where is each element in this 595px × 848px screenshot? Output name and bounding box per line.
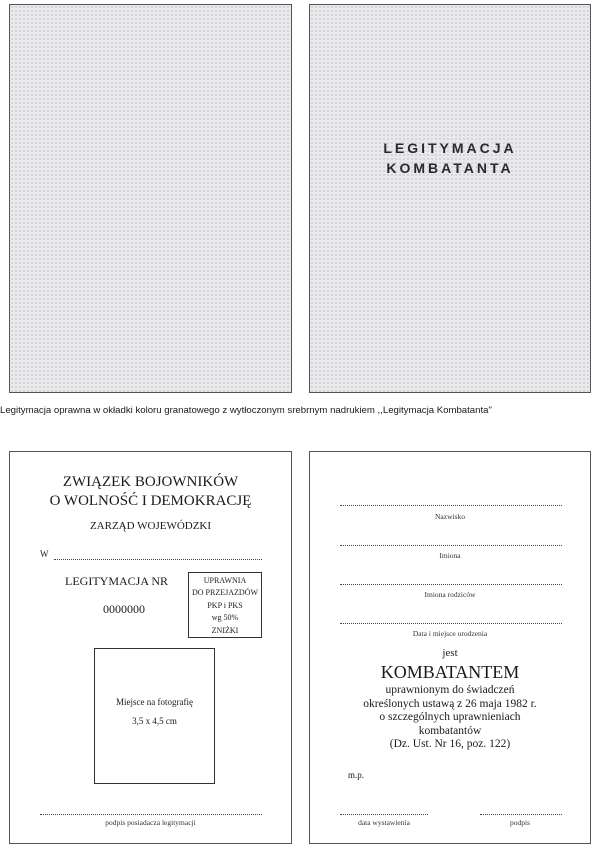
caption: Legitymacja oprawna w okładki koloru granatowego z wytłoczonym srebrnym nadrukiem ,,Legitymacja Kombatanta": [0, 405, 492, 416]
entitlement-line2: DO PRZEJAZDÓW: [192, 588, 258, 598]
entitlement-line4: wg 50%: [211, 613, 239, 623]
w-prefix: W: [40, 549, 49, 559]
status-body-line1: uprawnionym do świadczeń: [385, 684, 515, 696]
board-name: ZARZĄD WOJEWÓDZKI: [89, 520, 212, 532]
birth-line: [340, 623, 562, 624]
names-label: Imiona: [439, 551, 461, 560]
surname-line: [340, 505, 562, 506]
photo-size: 3,5 x 4,5 cm: [132, 716, 177, 726]
parents-label: Imiona rodziców: [424, 590, 476, 599]
entitlement-line1: UPRAWNIA: [203, 576, 247, 585]
names-line: [340, 545, 562, 546]
entitlement-box: [188, 572, 262, 638]
is-text: jest: [442, 647, 458, 659]
right-page: [309, 451, 591, 844]
holder-signature-label: podpis posiadacza legitymacji: [105, 818, 196, 827]
front-cover: [309, 4, 591, 393]
issue-date-line: [340, 814, 428, 815]
cover-title: [310, 138, 590, 178]
region-line: [54, 559, 262, 560]
status-title: KOMBATANTEM: [380, 662, 520, 682]
id-label: LEGITYMACJA NR: [65, 574, 169, 588]
id-number: 0000000: [103, 602, 145, 616]
holder-signature-line: [40, 814, 262, 815]
left-page: [9, 451, 292, 844]
issuer-signature-line: [480, 814, 562, 815]
entitlement-line3: PKP i PKS: [207, 600, 243, 610]
back-cover: [9, 4, 292, 393]
org-name-line1: ZWIĄZEK BOJOWNIKÓW: [62, 474, 239, 490]
entitlement-line5: ZNIŻKI: [211, 625, 239, 635]
org-name-line2: O WOLNOŚĆ I DEMOKRACJĘ: [49, 493, 252, 509]
surname-label: Nazwisko: [435, 512, 465, 521]
cover-title-line1: LEGITYMACJA: [383, 140, 517, 156]
cover-title-line2: KOMBATANTA: [386, 160, 514, 176]
parents-line: [340, 584, 562, 585]
photo-box: [94, 648, 215, 784]
photo-label: Miejsce na fotografię: [116, 697, 193, 707]
status-body-line2: określonych ustawą z 26 maja 1982 r.: [363, 697, 537, 710]
issuer-signature-label: podpis: [509, 818, 530, 827]
seal-label: m.p.: [348, 770, 365, 780]
status-body-line5: (Dz. Ust. Nr 16, poz. 122): [389, 738, 511, 750]
status-body-line4: kombatantów: [418, 724, 482, 737]
issue-date-label: data wystawienia: [358, 818, 410, 827]
status-body-line3: o szczególnych uprawnieniach: [379, 711, 521, 723]
status-body: [310, 684, 590, 752]
birth-label: Data i miejsce urodzenia: [412, 629, 488, 638]
